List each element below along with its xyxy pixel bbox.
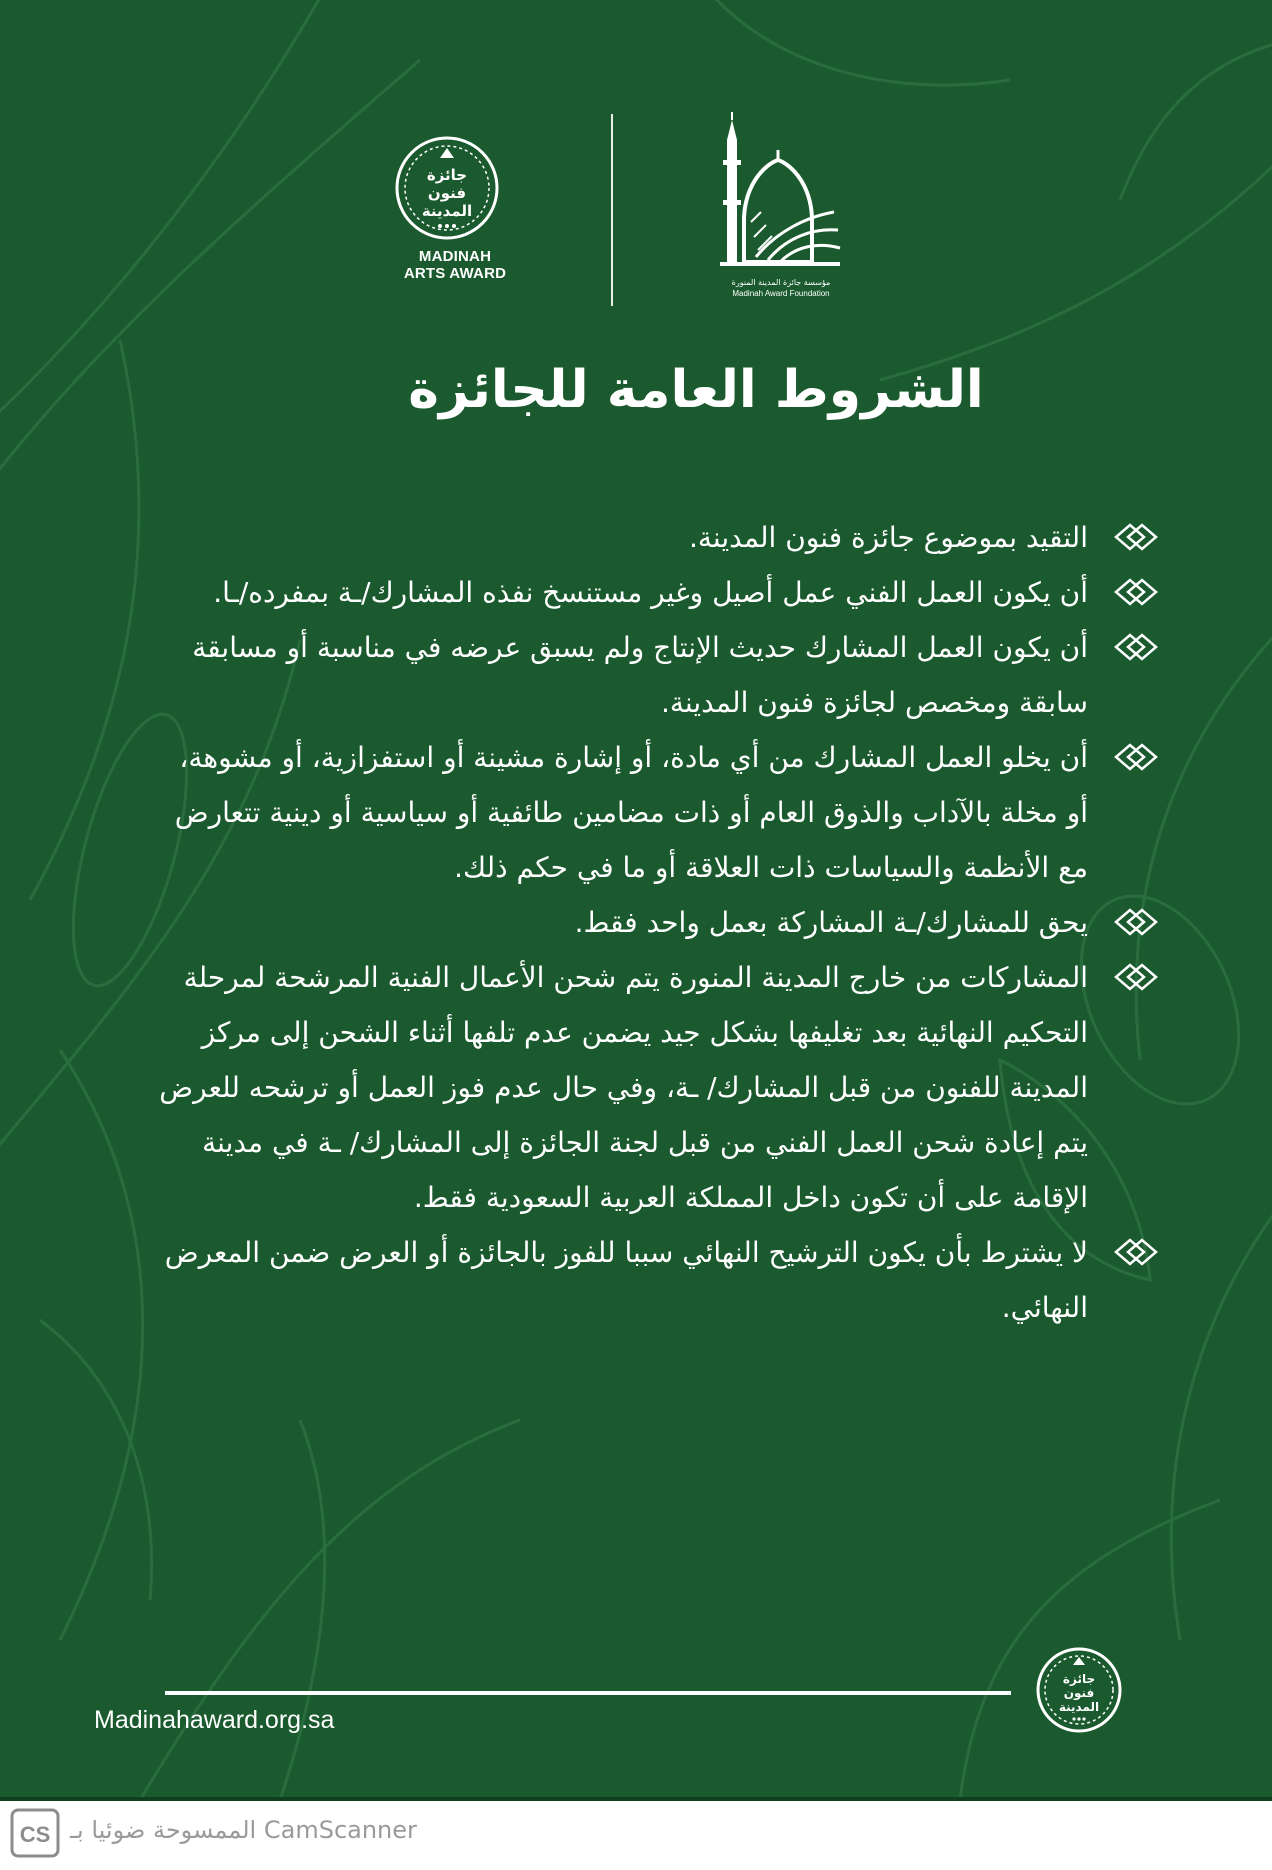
laurel-seal-icon <box>390 130 520 250</box>
interlocking-diamonds-bullet-icon <box>1112 906 1160 938</box>
page-title: الشروط العامة للجائزة <box>408 360 984 420</box>
condition-item <box>150 510 1160 565</box>
footer-seal-text-line-3: المدينة <box>1058 1700 1100 1714</box>
condition-text: المشاركات من خارج المدينة المنورة يتم شحن الأعمال الفنية المرشحة لمرحلة التحكيم النهائية بعد تغليفها بشكل جيد يضمن عدم تلفها أثناء الشحن إلى مركز المدينة للفنون من قبل المشارك/ ـة، وفي حال عدم فوز العمل أو ترشحه للعرض يتم إعادة شحن العمل الفني من قبل لجنة الجائزة إلى المشارك/ ـة في مدينة الإقامة على أن تكون داخل المملكة العربية السعودية فقط. <box>159 961 1088 1214</box>
interlocking-diamonds-bullet-icon <box>1112 576 1160 608</box>
footer-seal-text-line-1: جائزة <box>1062 1672 1096 1686</box>
camscanner-watermark-text: الممسوحة ضوئيا بـ CamScanner <box>70 1816 417 1844</box>
interlocking-diamonds-bullet-icon <box>1112 631 1160 663</box>
madinah-arts-award-seal-icon <box>1034 1645 1124 1735</box>
footer-divider <box>165 1691 1011 1695</box>
interlocking-diamonds-bullet-icon <box>1112 521 1160 553</box>
condition-item <box>150 895 1160 950</box>
condition-item <box>150 1225 1160 1335</box>
minaret-dome-icon <box>706 112 856 277</box>
condition-text: أن يكون العمل الفني عمل أصيل وغير مستنسخ نفذه المشارك/ـة بمفرده/ـا. <box>213 576 1088 609</box>
interlocking-diamonds-bullet-icon <box>1112 961 1160 993</box>
interlocking-diamonds-bullet-icon <box>1112 741 1160 773</box>
camscanner-watermark-bar <box>0 1801 1272 1870</box>
camscanner-badge-text: CS <box>19 1822 51 1847</box>
condition-text: أن يكون العمل المشارك حديث الإنتاج ولم يسبق عرضه في مناسبة أو مسابقة سابقة ومخصص لجائزة فنون المدينة. <box>192 631 1088 719</box>
madinah-award-foundation-logo <box>706 112 856 312</box>
conditions-list <box>150 510 1160 1335</box>
condition-text: أن يخلو العمل المشارك من أي مادة، أو إشارة مشينة أو استفزازية، أو مشوهة، أو مخلة بالآداب والذوق العام أو ذات مضامين طائفية أو سياسية أو دينية تتعارض مع الأنظمة والسياسات ذات العلاقة أو ما في حكم ذلك. <box>174 741 1088 884</box>
arts-award-caption <box>390 248 520 282</box>
condition-text: لا يشترط بأن يكون الترشيح النهائي سببا للفوز بالجائزة أو العرض ضمن المعرض النهائي. <box>164 1236 1088 1324</box>
interlocking-diamonds-bullet-icon <box>1112 1236 1160 1268</box>
condition-item <box>150 565 1160 620</box>
condition-text: يحق للمشارك/ـة المشاركة بعمل واحد فقط. <box>574 906 1088 939</box>
arts-award-caption-line-1: MADINAH <box>418 248 492 265</box>
seal-text-line-1: جائزة <box>426 166 468 184</box>
footer-website-url[interactable]: Madinahaward.org.sa <box>94 1706 335 1734</box>
condition-text: التقيد بموضوع جائزة فنون المدينة. <box>688 521 1088 554</box>
condition-item <box>150 620 1160 730</box>
seal-text-line-2: فنون <box>427 184 467 202</box>
foundation-caption-english: Madinah Award Foundation <box>732 289 830 298</box>
arts-award-caption-line-2: ARTS AWARD <box>403 265 507 282</box>
seal-text-line-3: المدينة <box>421 202 473 220</box>
camscanner-logo-icon <box>10 1808 60 1858</box>
condition-item <box>150 950 1160 1225</box>
header-divider <box>611 114 613 306</box>
condition-item <box>150 730 1160 895</box>
foundation-caption-arabic: مؤسسة جائزة المدينة المنورة <box>731 278 831 287</box>
footer-seal-text-line-2: فنون <box>1063 1686 1095 1700</box>
